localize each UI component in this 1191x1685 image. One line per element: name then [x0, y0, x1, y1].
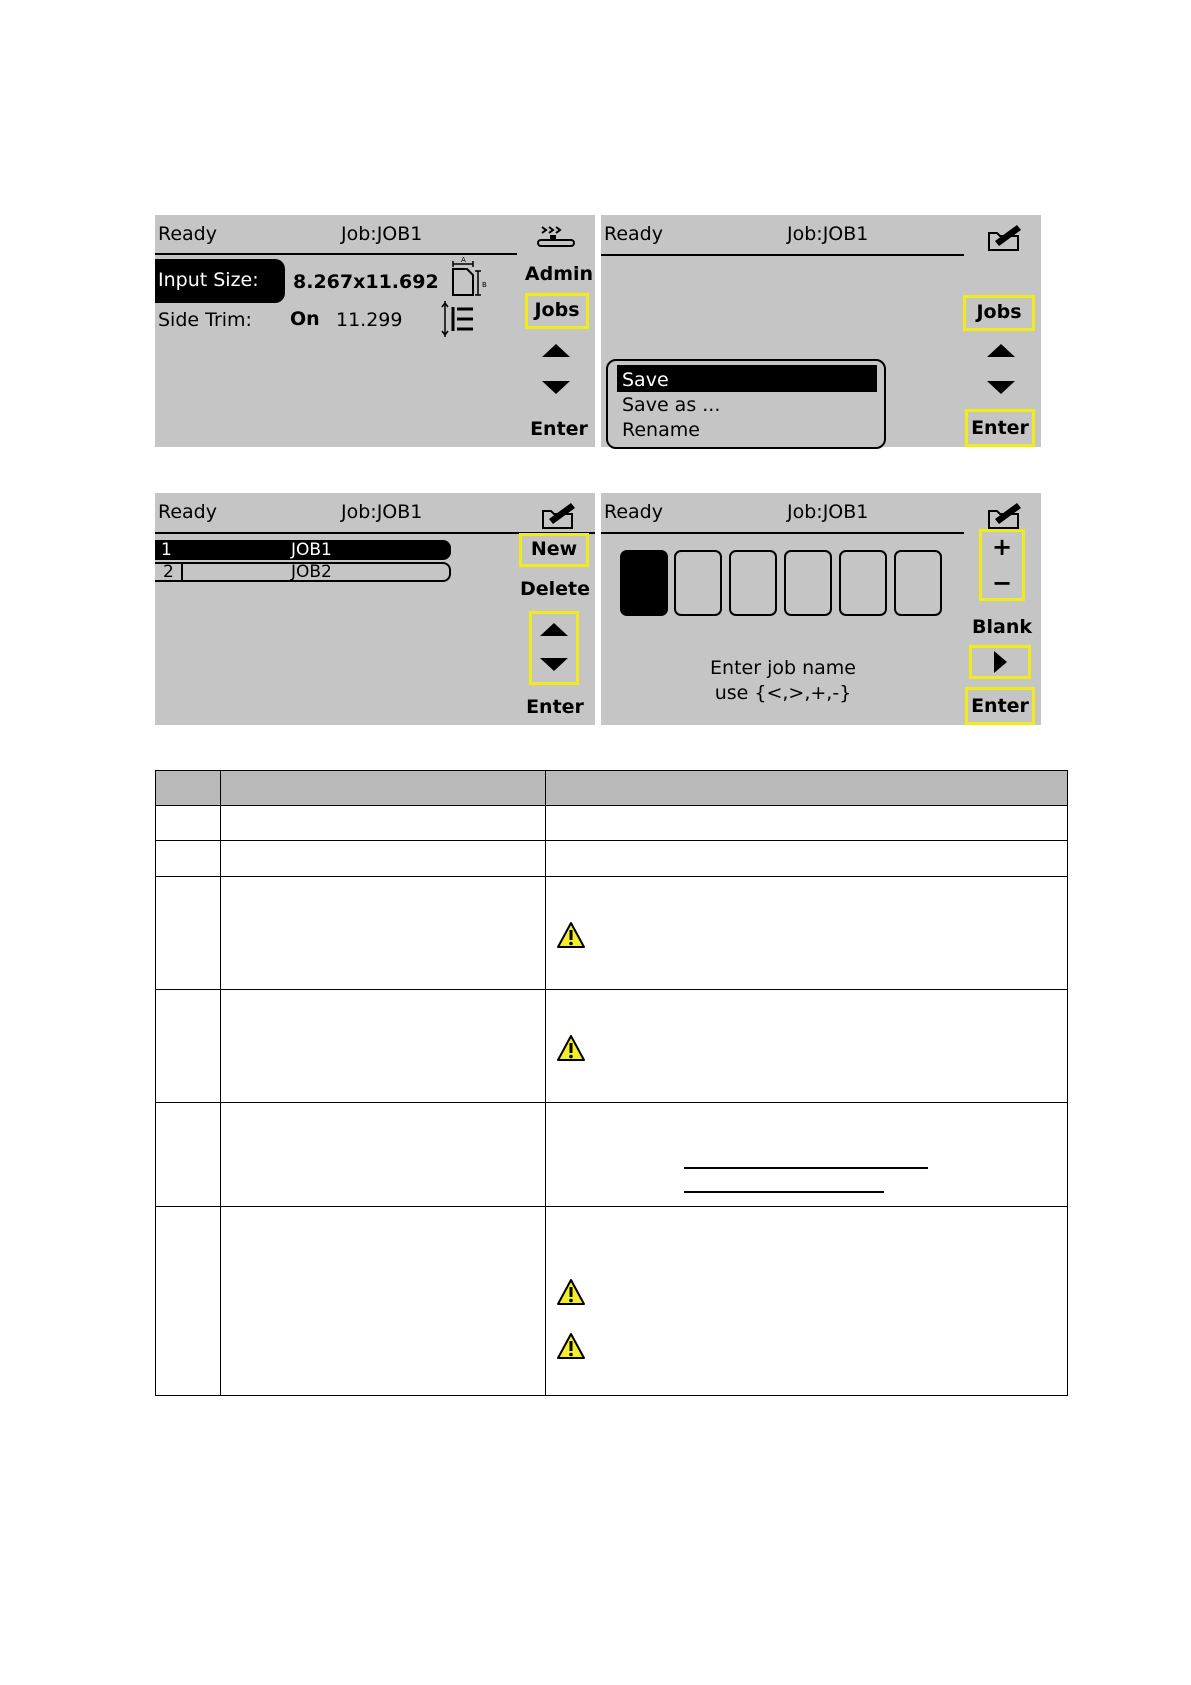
underline-link[interactable] — [684, 1167, 928, 1169]
up-arrow-icon[interactable] — [540, 623, 568, 636]
underline-link[interactable] — [684, 1191, 884, 1193]
step-cell — [156, 877, 221, 990]
header-divider — [601, 532, 964, 534]
name-char-slot[interactable] — [894, 550, 942, 616]
warning-icon — [556, 1332, 586, 1360]
conveyor-icon — [536, 222, 576, 248]
down-arrow-icon[interactable] — [542, 381, 570, 394]
action-cell — [221, 877, 546, 990]
table-header-row — [156, 771, 1068, 806]
header-cell-result — [546, 771, 1068, 806]
input-size-label: Input Size: — [158, 269, 259, 291]
menu-item-save[interactable]: Save — [622, 369, 669, 391]
job-title: Job:JOB1 — [787, 501, 869, 523]
job-list-row[interactable] — [155, 562, 451, 582]
dim-b-label: B — [482, 281, 487, 289]
folder-edit-icon — [539, 497, 579, 531]
enter-softkey[interactable]: Enter — [530, 418, 588, 440]
folder-edit-icon — [985, 219, 1025, 253]
header-divider — [155, 253, 517, 255]
menu-item-save-as[interactable]: Save as ... — [622, 394, 721, 416]
up-arrow-icon[interactable] — [987, 344, 1015, 357]
side-trim-value: 11.299 — [336, 309, 403, 331]
table-row — [156, 841, 1068, 877]
name-char-slot[interactable] — [674, 550, 722, 616]
minus-softkey[interactable]: − — [991, 569, 1013, 597]
job-row-number: 1 — [161, 540, 172, 560]
result-cell — [546, 990, 1068, 1103]
table-row — [156, 877, 1068, 990]
right-arrow-icon[interactable] — [994, 651, 1007, 673]
step-cell — [156, 990, 221, 1103]
screen-jobs-menu — [601, 215, 1041, 447]
status-text: Ready — [604, 501, 663, 523]
table-row — [156, 806, 1068, 841]
job-title: Job:JOB1 — [787, 223, 869, 245]
header-divider — [601, 254, 964, 256]
table-row — [156, 1103, 1068, 1207]
step-cell — [156, 1103, 221, 1207]
warning-icon — [556, 1278, 586, 1306]
result-cell — [546, 841, 1068, 877]
down-arrow-icon[interactable] — [987, 381, 1015, 394]
input-size-label-box[interactable] — [155, 259, 285, 303]
status-text: Ready — [158, 501, 217, 523]
job-row-name: JOB1 — [291, 540, 332, 560]
job-row-name: JOB2 — [291, 562, 332, 582]
action-cell — [221, 841, 546, 877]
action-cell — [221, 990, 546, 1103]
result-cell — [546, 1207, 1068, 1396]
warning-icon — [556, 921, 586, 949]
jobs-menu-popup — [606, 359, 886, 449]
input-size-value: 8.267x11.692 — [293, 271, 439, 293]
name-char-slot[interactable] — [839, 550, 887, 616]
screen-main — [155, 215, 595, 447]
screen-job-name-entry — [601, 493, 1041, 725]
prompt-line-2: use {<,>,+,-} — [714, 682, 852, 704]
folder-edit-icon — [985, 497, 1025, 531]
job-title: Job:JOB1 — [341, 501, 423, 523]
enter-softkey[interactable]: Enter — [971, 695, 1029, 717]
header-cell-action — [221, 771, 546, 806]
result-cell — [546, 877, 1068, 990]
header-cell-step — [156, 771, 221, 806]
name-char-slot[interactable] — [729, 550, 777, 616]
action-cell — [221, 1103, 546, 1207]
enter-softkey[interactable]: Enter — [971, 417, 1029, 439]
up-arrow-icon[interactable] — [542, 344, 570, 357]
down-arrow-icon[interactable] — [540, 658, 568, 671]
result-cell — [546, 806, 1068, 841]
name-char-slot[interactable] — [784, 550, 832, 616]
side-trim-label: Side Trim: — [158, 309, 252, 331]
step-cell — [156, 806, 221, 841]
status-text: Ready — [158, 223, 217, 245]
action-cell — [221, 806, 546, 841]
screen-job-list — [155, 493, 595, 725]
enter-softkey[interactable]: Enter — [526, 696, 584, 718]
paper-size-icon — [447, 257, 487, 299]
new-softkey[interactable]: New — [530, 538, 578, 560]
plus-softkey[interactable]: + — [991, 533, 1013, 561]
step-cell — [156, 841, 221, 877]
prompt-line-1: Enter job name — [710, 657, 856, 679]
delete-softkey[interactable]: Delete — [519, 578, 591, 600]
jobs-softkey[interactable]: Jobs — [976, 301, 1022, 323]
job-title: Job:JOB1 — [341, 223, 423, 245]
blank-softkey[interactable]: Blank — [972, 616, 1032, 638]
step-cell — [156, 1207, 221, 1396]
side-trim-icon — [441, 299, 477, 339]
dim-a-label: A — [461, 257, 466, 264]
name-char-slot[interactable] — [620, 550, 668, 616]
admin-softkey[interactable]: Admin — [524, 263, 594, 285]
job-list-row[interactable] — [155, 540, 451, 560]
jobs-softkey[interactable]: Jobs — [534, 299, 580, 321]
status-text: Ready — [604, 223, 663, 245]
warning-icon — [556, 1034, 586, 1062]
table-row — [156, 1207, 1068, 1396]
steps-table — [155, 770, 1068, 1396]
result-cell — [546, 1103, 1068, 1207]
side-trim-state[interactable]: On — [290, 308, 320, 330]
menu-item-rename[interactable]: Rename — [622, 419, 700, 441]
job-row-number: 2 — [163, 562, 174, 582]
table-row — [156, 990, 1068, 1103]
action-cell — [221, 1207, 546, 1396]
